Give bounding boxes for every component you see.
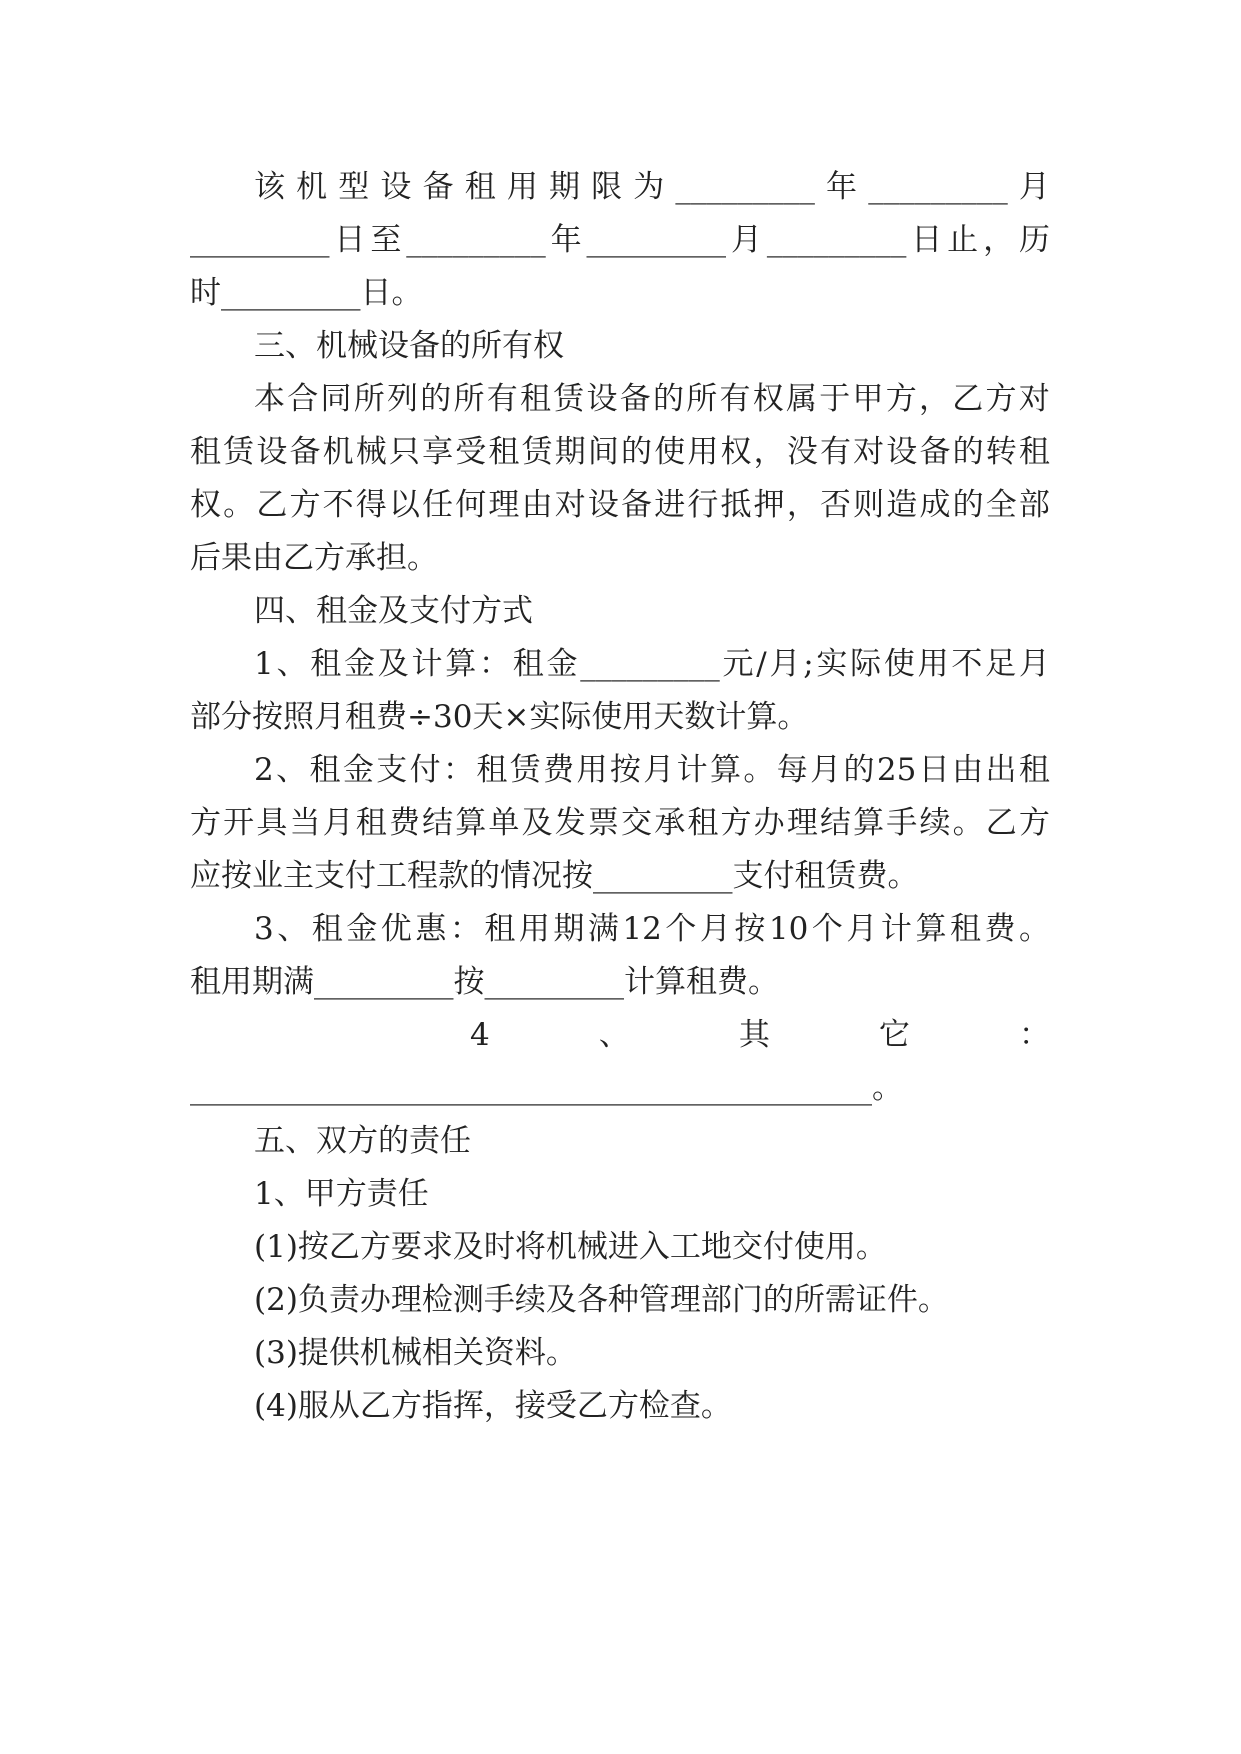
- clause-other-char1: 其: [738, 1017, 770, 1053]
- paragraph-ownership-line3: 权 。 乙 方 不 得 以 任 何 理 由 对 设 备 进 行 抵 押 ， 否 则 造 成 的 全 部: [190, 487, 1050, 523]
- clause-other-number: 4: [470, 1017, 490, 1053]
- paragraph-ownership-line2: 租 赁 设 备 机 械 只 享 受 租 赁 期 间 的 使 用 权 ， 没 有 对 设 备 的 转 租: [190, 434, 1050, 470]
- paragraph-ownership-line1: 本 合 同 所 列 的 所 有 租 赁 设 备 的 所 有 权 属 于 甲 方 ， 乙 方 对: [254, 381, 1050, 417]
- paragraph-ownership-line4: 后果由乙方承担。: [190, 540, 438, 576]
- section-heading-ownership: 三、机械设备的所有权: [254, 328, 564, 364]
- list-item-2: (2)负责办理检测手续及各种管理部门的所需证件。: [254, 1282, 949, 1318]
- section-heading-rent-payment: 四、租金及支付方式: [254, 593, 533, 629]
- clause-other-colon: ：: [1018, 1017, 1050, 1053]
- clause-rent-calc-line2: 部分按照月租费÷30天×实际使用天数计算。: [190, 699, 809, 735]
- clause-rent-calc-line1: 1 、 租 金 及 计 算 ： 租 金 _________ 元 / 月 ; 实 际 使 用 不 足 月: [254, 646, 1050, 682]
- clause-rent-discount-line2: 租用期满_________按_________计算租费。: [190, 964, 779, 1000]
- paragraph-lease-term-line3: 时_________日。: [190, 275, 423, 311]
- clause-other-comma: 、: [598, 1017, 630, 1053]
- clause-rent-payment-line2: 方 开 具 当 月 租 费 结 算 单 及 发 票 交 承 租 方 办 理 结 算 手 续 。 乙 方: [190, 805, 1050, 841]
- paragraph-lease-term-line2: _________ 日 至 _________ 年 _________ 月 _________ 日 止 ， 历: [190, 222, 1050, 258]
- clause-other-blank-line: ____________________________________________。: [190, 1070, 903, 1106]
- list-item-4: (4)服从乙方指挥，接受乙方检查。: [254, 1388, 732, 1424]
- subheading-party-a: 1、甲方责任: [254, 1176, 429, 1212]
- clause-rent-payment-line3: 应按业主支付工程款的情况按_________支付租赁费。: [190, 858, 919, 894]
- list-item-3: (3)提供机械相关资料。: [254, 1335, 577, 1371]
- clause-rent-payment-line1: 2 、 租 金 支 付 ： 租 赁 费 用 按 月 计 算 。 每 月 的 25 日 由 出 租: [254, 752, 1050, 788]
- clause-other-heading: [470, 1015, 1050, 1055]
- section-heading-responsibilities: 五、双方的责任: [254, 1123, 471, 1159]
- list-item-1: (1)按乙方要求及时将机械进入工地交付使用。: [254, 1229, 887, 1265]
- clause-other-char2: 它: [878, 1017, 910, 1053]
- paragraph-lease-term-line1: 该 机 型 设 备 租 用 期 限 为 _________ 年 _________ 月: [254, 169, 1050, 205]
- clause-rent-discount-line1: 3 、 租 金 优 惠 ： 租 用 期 满 12 个 月 按 10 个 月 计 算 租 费 。: [254, 911, 1050, 947]
